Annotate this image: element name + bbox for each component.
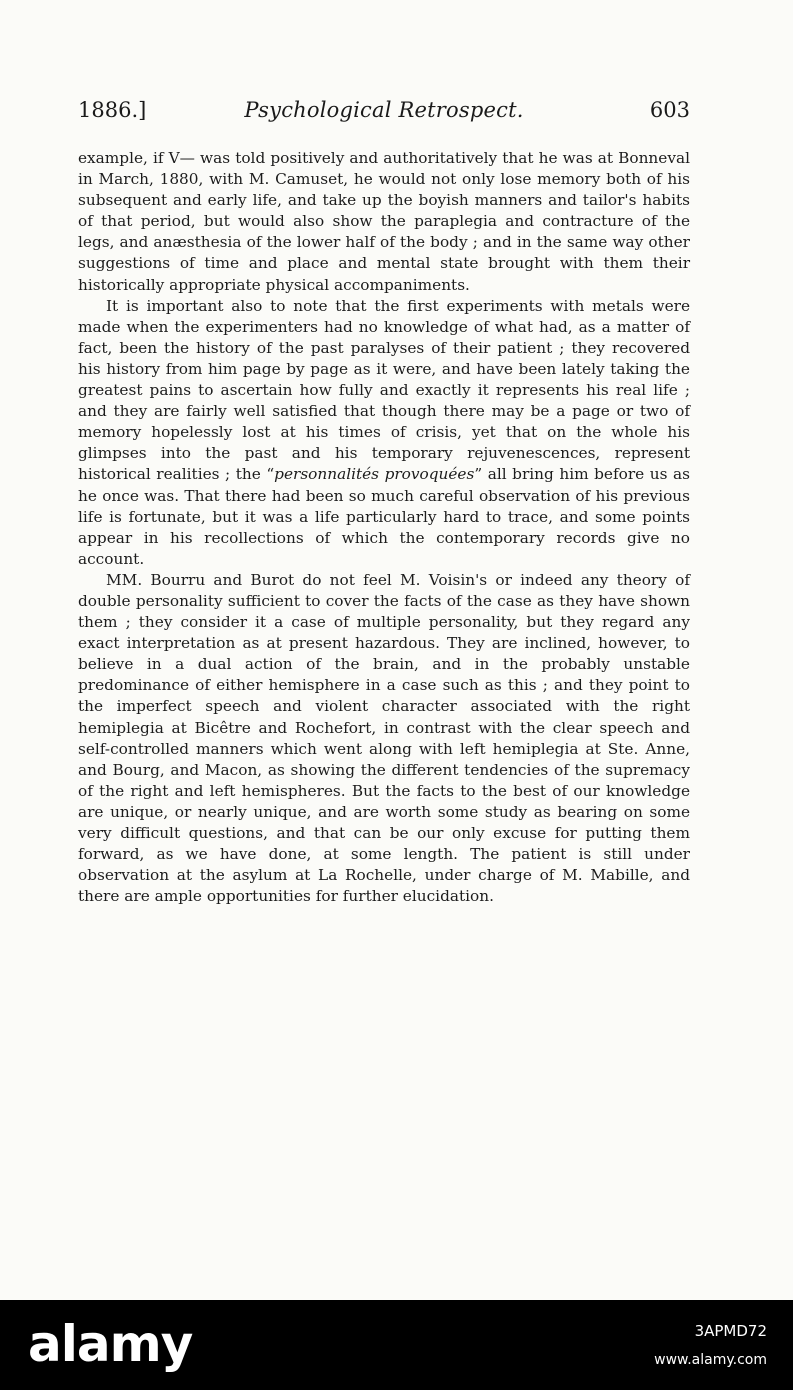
text-segment: ” all bring him before us as he once was. That there had been so much careful observation of his previous life is fortunate, but it was a life particularly hard to trace, and some points appear in his recollections of which the contemporary records give no account. bbox=[78, 465, 690, 568]
page-number: 603 bbox=[649, 98, 690, 122]
paragraph-3 bbox=[78, 570, 690, 908]
watermark-url: www.alamy.com bbox=[654, 1352, 767, 1368]
paragraph-2 bbox=[78, 296, 690, 570]
italic-phrase: personnalités provoquées bbox=[274, 465, 475, 484]
running-head-year: 1886.] bbox=[78, 98, 147, 122]
watermark-bar bbox=[0, 1300, 793, 1390]
text-segment: It is important also to note that the first experiments with metals were made when the experimenters had no knowledge of what had, as a matter of fact, been the history of the past paralyses of their patient ; they recovered his history from him page by page as it were, and have been lately taking the greatest pains to ascertain how fully and exactly it represents his real life ; and they are fairly well satisfied that though there may be a page or two of memory hopelessly lost at his times of crisis, yet that on the whole his glimpses into the past and his temporary rejuvenescences, represent historical realities ; the “ bbox=[78, 296, 690, 484]
body-text bbox=[78, 148, 690, 907]
text-segment: example, if V— was told positively and authoritatively that he was at Bonneval in March, 1880, with M. Camuset, he would not only lose memory both of his subsequent and early life, and take up the boyish manners and tailor's habits of that period, but would also show the paraplegia and contracture of the legs, and anæsthesia of the lower half of the body ; and in the same way other suggestions of time and place and mental state brought with them their historically appropriate physical accompaniments. bbox=[78, 149, 690, 294]
image-id: 3APMD72 bbox=[694, 1322, 767, 1340]
running-head bbox=[78, 98, 690, 132]
running-head-title: Psychological Retrospect. bbox=[244, 98, 524, 122]
paragraph-1 bbox=[78, 148, 690, 296]
text-segment: MM. Bourru and Burot do not feel M. Voisin's or indeed any theory of double personality sufficient to cover the facts of the case as they have shown them ; they consider it a case of multiple personality, but they regard any exact interpretation as at present hazardous. They are inclined, however, to believe in a dual action of the brain, and in the probably unstable predominance of either hemisphere in a case such as this ; and they point to the imperfect speech and violent character associated with the right hemiplegia at Bicêtre and Rochefort, in contrast with the clear speech and self-controlled manners which went along with left hemiplegia at Ste. Anne, and Bourg, and Macon, as showing the different tendencies of the supremacy of the right and left hemispheres. But the facts to the best of our knowledge are unique, or nearly unique, and are worth some study as bearing on some very difficult questions, and that can be our only excuse for putting them forward, as we have done, at some length. The patient is still under observation at the asylum at La Rochelle, under charge of M. Mabille, and there are ample opportunities for further elucidation. bbox=[78, 570, 690, 906]
alamy-logo: alamy bbox=[28, 1315, 193, 1373]
